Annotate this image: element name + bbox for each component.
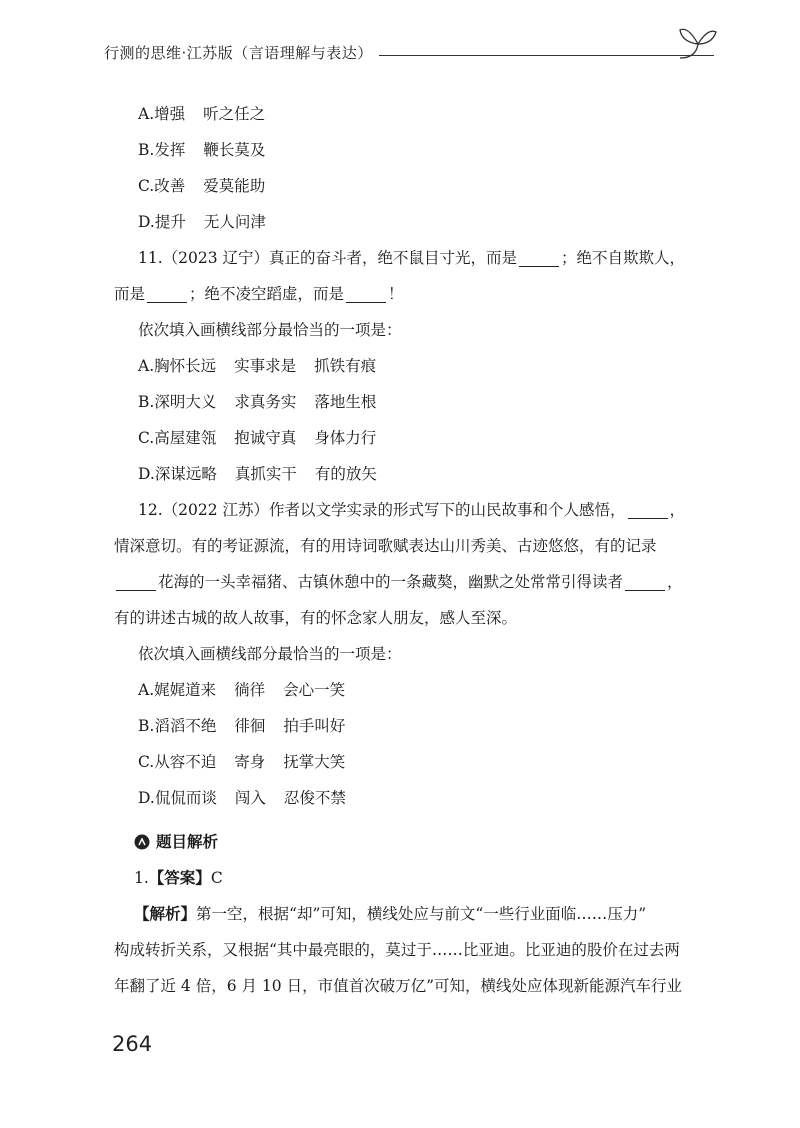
analysis-heading: 题目解析 [114, 824, 714, 860]
q12-option-d: D.侃侃而谈 闯入 忍俊不禁 [138, 789, 346, 807]
q12-prompt: 依次填入画横线部分最恰当的一项是： [138, 645, 402, 663]
explanation-line2: 构成转折关系，又根据“其中最亮眼的，莫过于……比亚迪。比亚迪的股价在过去两 [114, 941, 680, 959]
q10-option-b: B.发挥 鞭长莫及 [138, 141, 266, 159]
header-title: 行测的思维·江苏版（言语理解与表达） [104, 43, 373, 62]
analysis-bullet-icon [134, 834, 150, 850]
q12-stem-line3: 花海的一头幸福猪、古镇休憩中的一条藏獒，幽默之处常常引得读者 ， [114, 564, 714, 600]
q11-option-a: A.胸怀长远 实事求是 抓铁有痕 [138, 357, 377, 375]
q11-prompt: 依次填入画横线部分最恰当的一项是： [138, 321, 402, 339]
q11-option-c: C.高屋建瓴 抱诚守真 身体力行 [138, 429, 377, 447]
blank [147, 284, 187, 303]
q11-stem-line1: 11.（2023 辽宁）真正的奋斗者，绝不鼠目寸光，而是 ；绝不自欺欺人， [138, 249, 686, 267]
q11-option-b: B.深明大义 求真务实 落地生根 [138, 393, 377, 411]
q12-option-b: B.滔滔不绝 徘徊 拍手叫好 [138, 717, 346, 735]
q12-stem-line1: 12.（2022 江苏）作者以文学实录的形式写下的山民故事和个人感悟， ， [138, 501, 686, 519]
q12-option-a: A.娓娓道来 徜徉 会心一笑 [138, 681, 346, 699]
explanation-line3: 年翻了近 4 倍，6 月 10 日，市值首次破万亿”可知，横线处应体现新能源汽车行业 [114, 977, 683, 995]
header-rule [379, 55, 714, 56]
explanation-line1: 【解析】第一空，根据“却”可知，横线处应与前文“一些行业面临……压力” [134, 904, 647, 923]
q10-option-c: C.改善 爱莫能助 [138, 177, 266, 195]
q12-stem-line2: 情深意切。有的考证源流，有的用诗词歌赋表达山川秀美、古迹悠悠，有的记录 [114, 537, 657, 555]
q12-stem-line4: 有的讲述古城的故人故事，有的怀念家人朋友，感人至深。 [114, 609, 518, 627]
q11-option-d: D.深谋远略 真抓实干 有的放矢 [138, 465, 377, 483]
q11-stem-line2: 而是 ；绝不凌空蹈虚，而是 ！ [114, 285, 404, 303]
blank [625, 572, 665, 591]
page-content [114, 96, 714, 1004]
page-number: 264 [112, 1032, 153, 1056]
blank [346, 284, 386, 303]
q10-option-a: A.增强 听之任之 [138, 105, 266, 123]
q10-option-d: D.提升 无人问津 [138, 213, 266, 231]
blank [628, 500, 668, 519]
running-header [104, 38, 714, 66]
answer-line: 1.【答案】C [134, 868, 223, 887]
q12-option-c: C.从容不迫 寄身 抚掌大笑 [138, 753, 346, 771]
blank [116, 572, 156, 591]
sprout-icon [676, 20, 720, 62]
blank [519, 248, 559, 267]
